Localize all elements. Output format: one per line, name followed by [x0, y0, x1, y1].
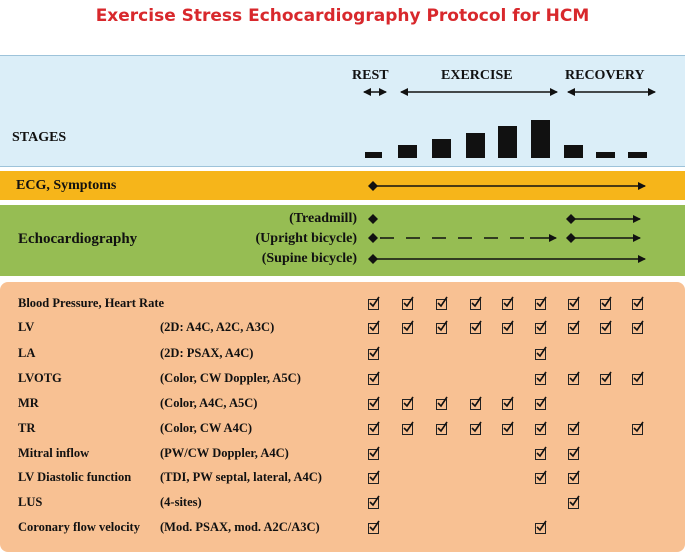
- row-label: TR: [18, 421, 36, 435]
- phase-exercise-label: EXERCISE: [441, 68, 513, 83]
- row-detail: (2D: A4C, A2C, A3C): [160, 320, 275, 334]
- checkbox-icon: [368, 299, 379, 310]
- checkbox-icon: [402, 323, 413, 334]
- stage-bar: [628, 152, 647, 158]
- checkbox-icon: [470, 299, 481, 310]
- stages-label: STAGES: [12, 130, 67, 145]
- checkbox-icon: [502, 299, 513, 310]
- row-detail: (PW/CW Doppler, A4C): [160, 446, 289, 460]
- page-title: Exercise Stress Echocardiography Protocol for HCM: [95, 6, 590, 26]
- row-detail: (Color, A4C, A5C): [160, 396, 258, 410]
- checkbox-icon: [535, 349, 546, 360]
- checkbox-icon: [535, 399, 546, 410]
- row-label: Coronary flow velocity: [18, 520, 140, 534]
- treadmill-start-diamond: [368, 214, 378, 224]
- checkbox-icon: [502, 424, 513, 435]
- stage-bar: [365, 152, 382, 158]
- checkbox-icon: [568, 323, 579, 334]
- checkbox-icon: [535, 374, 546, 385]
- checkbox-icon: [535, 523, 546, 534]
- checkbox-icon: [402, 424, 413, 435]
- checkbox-icon: [368, 449, 379, 460]
- stage-bar: [596, 152, 615, 158]
- checkbox-icon: [470, 424, 481, 435]
- checkbox-icon: [568, 449, 579, 460]
- echo-mode-supine-bicycle: (Supine bicycle): [261, 251, 357, 266]
- stage-bar: [432, 139, 451, 158]
- checkbox-icon: [535, 473, 546, 484]
- checkbox-icon: [402, 399, 413, 410]
- checkbox-icon: [535, 299, 546, 310]
- row-label: LV: [18, 320, 35, 334]
- row-label: MR: [18, 396, 39, 410]
- ecg-start-diamond: [368, 181, 378, 191]
- checkbox-icon: [535, 323, 546, 334]
- checkbox-icon: [502, 323, 513, 334]
- upright-recovery-diamond: [566, 233, 576, 243]
- checkbox-icon: [402, 299, 413, 310]
- checkbox-icon: [436, 323, 447, 334]
- checkbox-icon: [368, 399, 379, 410]
- row-label: LVOTG: [18, 371, 62, 385]
- row-detail: (TDI, PW septal, lateral, A4C): [160, 470, 322, 484]
- stage-bar: [466, 133, 485, 158]
- checkbox-icon: [368, 323, 379, 334]
- row-detail: (4-sites): [160, 495, 202, 509]
- checkbox-icon: [568, 299, 579, 310]
- row-label: Blood Pressure, Heart Rate: [18, 296, 165, 310]
- checkbox-icon: [568, 498, 579, 509]
- stage-bar: [531, 120, 550, 158]
- treadmill-recovery-diamond: [566, 214, 576, 224]
- row-detail: (Color, CW A4C): [160, 421, 253, 435]
- stage-bar: [564, 145, 583, 158]
- row-detail: (Color, CW Doppler, A5C): [160, 371, 301, 385]
- row-label: LV Diastolic function: [18, 470, 132, 484]
- checkbox-icon: [368, 498, 379, 509]
- echo-mode-treadmill: (Treadmill): [289, 211, 357, 226]
- checkbox-icon: [368, 473, 379, 484]
- checkbox-icon: [568, 473, 579, 484]
- checkbox-icon: [632, 299, 643, 310]
- checkbox-icon: [368, 349, 379, 360]
- row-label: Mitral inflow: [18, 446, 90, 460]
- checkbox-icon: [600, 374, 611, 385]
- checkbox-icon: [535, 449, 546, 460]
- checkbox-icon: [436, 299, 447, 310]
- row-detail: (Mod. PSAX, mod. A2C/A3C): [160, 520, 320, 534]
- checkbox-icon: [632, 424, 643, 435]
- checkbox-icon: [535, 424, 546, 435]
- stage-bar: [498, 126, 517, 158]
- row-label: LUS: [18, 495, 43, 509]
- checkbox-icon: [470, 399, 481, 410]
- upright-start-diamond: [368, 233, 378, 243]
- supine-start-diamond: [368, 254, 378, 264]
- checkbox-icon: [632, 374, 643, 385]
- checkbox-icon: [368, 523, 379, 534]
- checkbox-icon: [436, 399, 447, 410]
- ecg-symptoms-label: ECG, Symptoms: [16, 178, 117, 193]
- checkbox-icon: [632, 323, 643, 334]
- checkbox-icon: [368, 424, 379, 435]
- checkbox-icon: [368, 374, 379, 385]
- checkbox-icon: [600, 323, 611, 334]
- row-detail: (2D: PSAX, A4C): [160, 346, 254, 360]
- phase-recovery-label: RECOVERY: [565, 68, 645, 83]
- echocardiography-label: Echocardiography: [18, 231, 138, 247]
- checkbox-icon: [600, 299, 611, 310]
- row-label: LA: [18, 346, 36, 360]
- checkbox-icon: [568, 424, 579, 435]
- checkbox-icon: [568, 374, 579, 385]
- stage-bar: [398, 145, 417, 158]
- checkbox-icon: [470, 323, 481, 334]
- phase-rest-label: REST: [352, 68, 389, 83]
- checkbox-icon: [436, 424, 447, 435]
- echo-mode-upright-bicycle: (Upright bicycle): [255, 231, 357, 246]
- checkbox-icon: [502, 399, 513, 410]
